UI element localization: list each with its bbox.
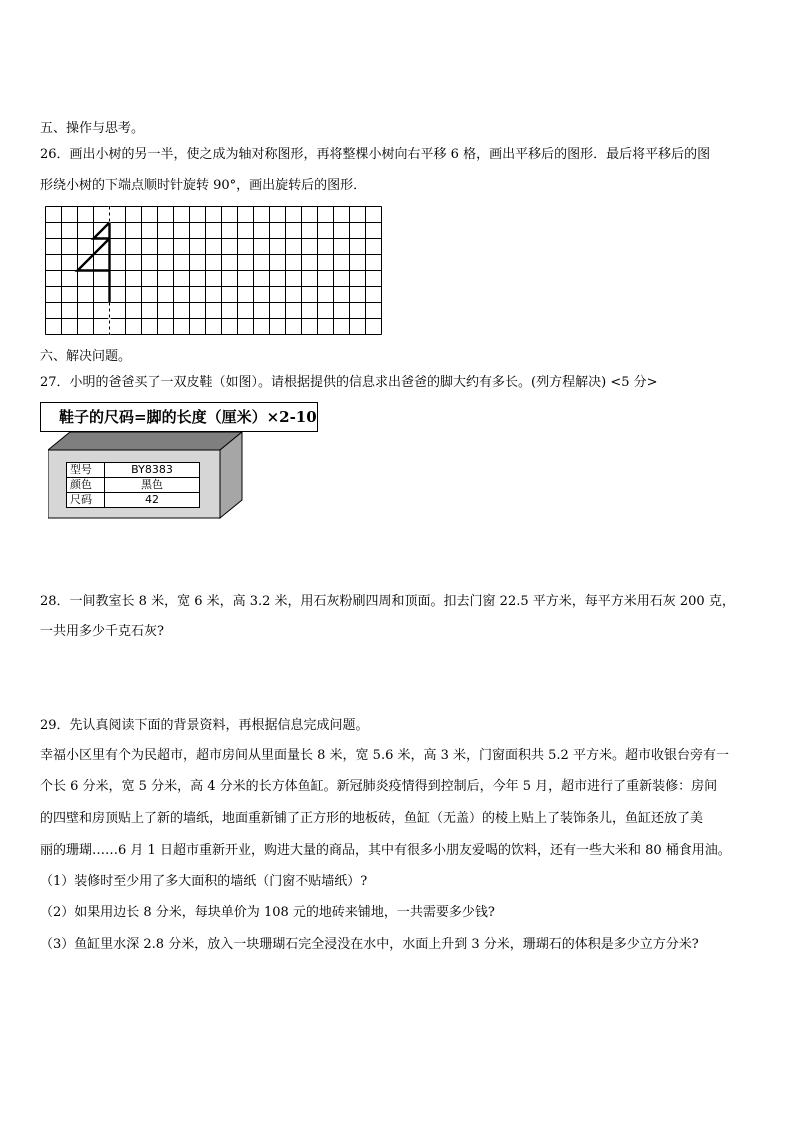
tag-value: BY8383 — [105, 463, 200, 478]
q26-text-line2: 形绕小树的下端点顺时针旋转 90°，画出旋转后的图形． — [40, 178, 367, 193]
half-tree-upper-branch — [94, 223, 110, 239]
q29-subquestion-2: （2）如果用边长 8 分米，每块单价为 108 元的地砖来铺地，一共需要多少钱? — [40, 905, 495, 920]
section-6-heading: 六、解决问题。 — [40, 349, 132, 364]
q29-paragraph-line4: 丽的珊瑚……6 月 1 日超市重新开业，购进大量的商品，其中有很多小朋友爱喝的饮料，还有一些大米和 80 桶食用油。 — [40, 843, 731, 858]
tag-key: 型号 — [67, 463, 105, 478]
q29-subquestion-1: （1）装修时至少用了多大面积的墙纸（门窗不贴墙纸）? — [40, 874, 368, 889]
q29-intro: 29．先认真阅读下面的背景资料，再根据信息完成问题。 — [40, 718, 369, 733]
shoe-box-top — [48, 432, 242, 450]
q29-subquestion-3: （3）鱼缸里水深 2.8 分米，放入一块珊瑚石完全浸没在水中，水面上升到 3 分米，珊瑚石的体积是多少立方分米? — [40, 937, 699, 952]
shoe-info-tag — [66, 462, 200, 508]
q29-paragraph-line1: 幸福小区里有个为民超市，超市房间从里面量长 8 米，宽 5.6 米，高 3 米，门窗面积共 5.2 平方米。超市收银台旁有一 — [40, 748, 729, 763]
tree-grid-figure — [45, 206, 385, 348]
q28-text-line1: 28．一间教室长 8 米，宽 6 米，高 3.2 米，用石灰粉刷四周和顶面。扣去门窗 22.5 平方米，每平方米用石灰 200 克， — [40, 594, 735, 609]
tag-row-model — [67, 463, 200, 478]
tag-value: 42 — [105, 493, 200, 508]
section-5-heading: 五、操作与思考。 — [40, 121, 145, 136]
tag-value: 黑色 — [105, 478, 200, 493]
q26-text-line1: 26．画出小树的另一半，使之成为轴对称图形，再将整棵小树向右平移 6 格，画出平移后的图形．最后将平移后的图 — [40, 147, 711, 162]
tag-row-color — [67, 478, 200, 493]
tag-key: 颜色 — [67, 478, 105, 493]
tag-row-size — [67, 493, 200, 508]
q29-paragraph-line2: 个长 6 分米，宽 5 分米，高 4 分米的长方体鱼缸。新冠肺炎疫情得到控制后，今年 5 月，超市进行了重新装修：房间 — [40, 779, 718, 794]
shoe-size-formula-box: 鞋子的尺码=脚的长度（厘米）×2-10 — [40, 402, 318, 432]
q28-text-line2: 一共用多少千克石灰? — [40, 624, 164, 639]
grid-drawing — [45, 206, 385, 344]
q29-paragraph-line3: 的四壁和房顶贴上了新的墙纸，地面重新铺了正方形的地板砖，鱼缸（无盖）的棱上贴上了装饰条儿，鱼缸还放了美 — [40, 811, 704, 826]
tag-key: 尺码 — [67, 493, 105, 508]
q27-text: 27．小明的爸爸买了一双皮鞋（如图）。请根据提供的信息求出爸爸的脚大约有多长。(列方程解决) <5 分> — [40, 375, 658, 390]
